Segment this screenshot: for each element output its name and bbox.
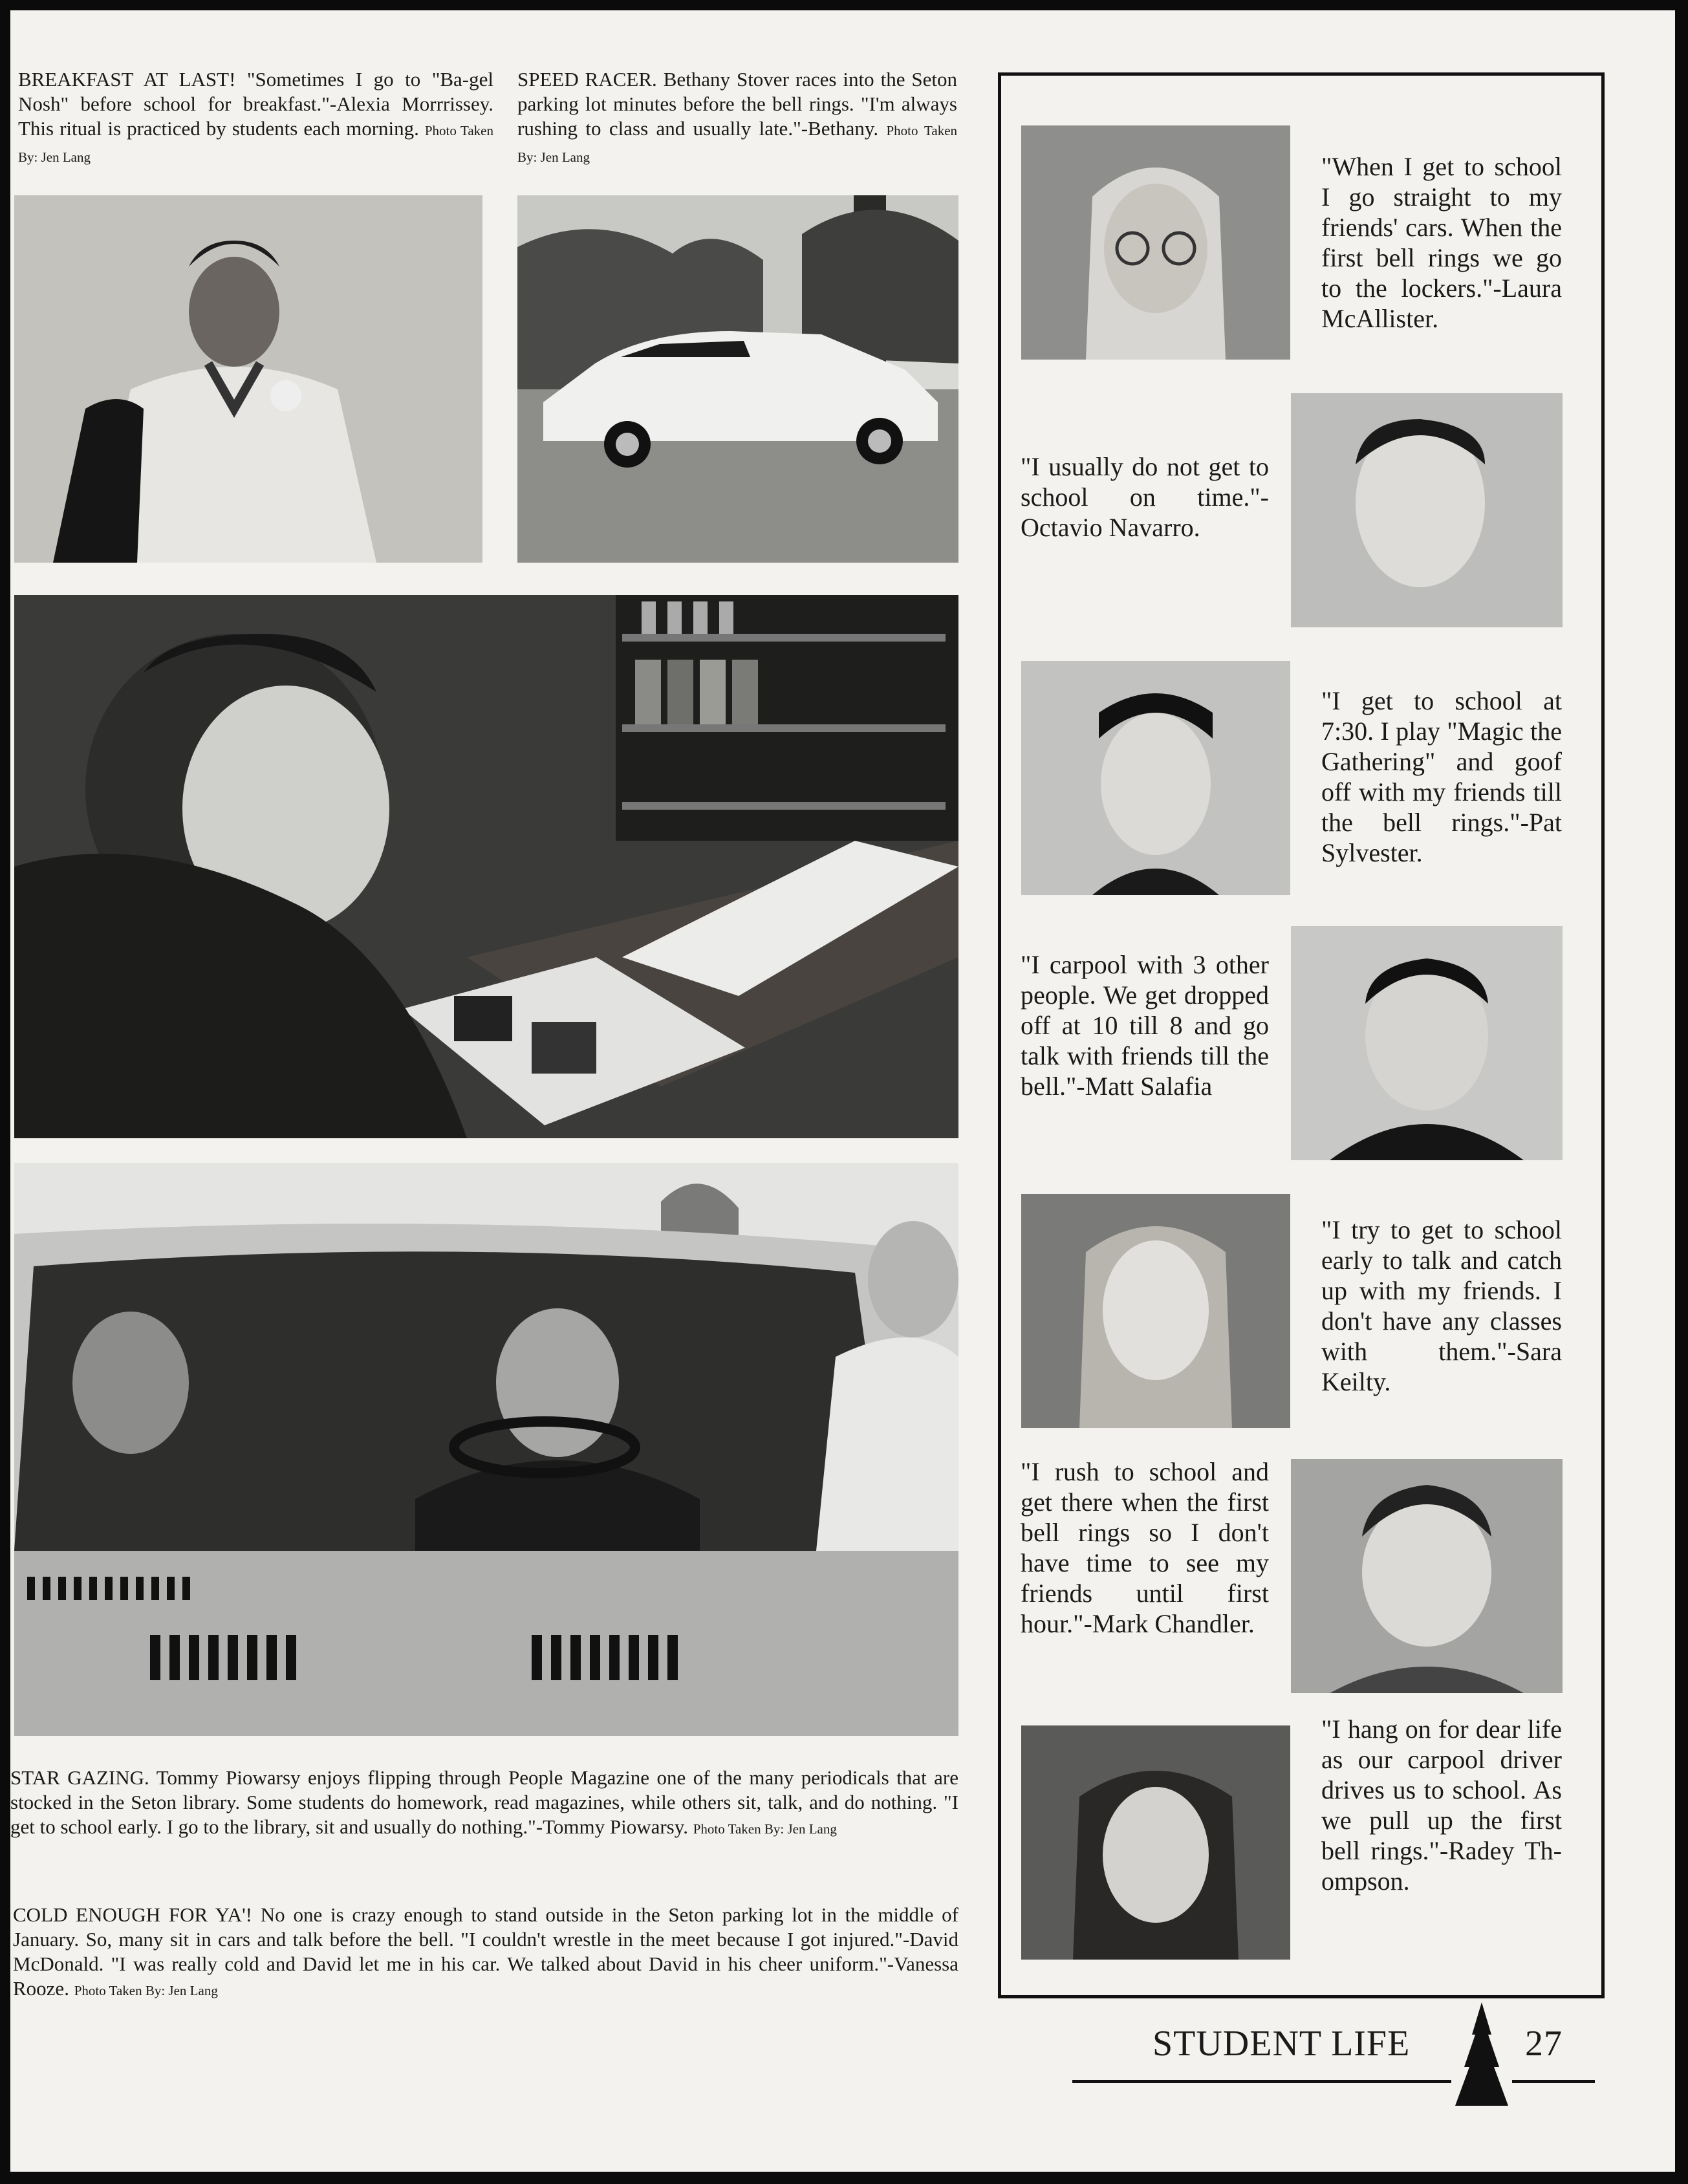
quote-pat: "I get to school at 7:30. I play "Magic the Gathering" and goof off with my friends till the bell rings."-Pat Sylvester. xyxy=(1321,686,1562,867)
section-title: STUDENT LIFE xyxy=(1152,2024,1411,2064)
pine-tree-icon xyxy=(1453,2002,1511,2112)
portrait-laura xyxy=(1021,125,1290,360)
page-number: 27 xyxy=(1525,2024,1563,2064)
quote-matt: "I carpool with 3 other people. We get dropped off at 10 till 8 and go talk with friends till the bell."-Matt Salafia xyxy=(1021,950,1269,1101)
portrait-sara xyxy=(1021,1194,1290,1428)
photo-star-gazing xyxy=(14,595,958,1138)
portrait-radey xyxy=(1021,1725,1290,1960)
quote-laura: "When I get to school I go straight to my friends' cars. When the first bell rings we go to the lockers."-Laura McAllister. xyxy=(1321,152,1562,333)
portrait-pat xyxy=(1021,661,1290,895)
photo-credit: Photo Taken By: Jen Lang xyxy=(517,123,958,165)
caption-star-gazing: STAR GAZING. Tommy Piowarsy enjoys flipping through People Magazine one of the many periodicals that are stocked in the Seton library. Some students do homework, read magazines, while others sit, talk, and do nothing. "I get to school early. I go to the library, sit and usually do nothing."-Tommy Piowarsy. Photo Taken By: Jen Lang xyxy=(10,1766,958,1838)
footer-rule-right xyxy=(1512,2080,1595,2083)
yearbook-page xyxy=(10,10,1675,2172)
photo-speed-racer xyxy=(517,195,958,563)
portrait-octavio xyxy=(1291,393,1563,627)
portrait-matt xyxy=(1291,926,1563,1160)
caption-breakfast: BREAKFAST AT LAST! "Sometimes I go to "Ba-gel Nosh" before school for breakfast."-Alexia Morrrissey. This ritual is practiced by students each morning. Photo Taken By: Jen Lang xyxy=(18,68,493,165)
footer-rule-left xyxy=(1072,2080,1451,2083)
photo-credit: Photo Taken By: Jen Lang xyxy=(74,1983,218,1998)
quote-radey: "I hang on for dear life as our carpool driver drives us to school. As we pull up the first bell rings."-Radey Th-ompson. xyxy=(1321,1714,1562,1896)
quote-octavio: "I usually do not get to school on time."-Octavio Navarro. xyxy=(1021,452,1269,542)
caption-cold-enough: COLD ENOUGH FOR YA'! No one is crazy enough to stand outside in the Seton parking lot in the middle of January. So, many sit in cars and talk before the bell. "I couldn't wrestle in the meet because I got injured."-David McDonald. "I was really cold and David let me in his car. We talked about David in his cheer uniform."-Vanessa Rooze. Photo Taken By: Jen Lang xyxy=(13,1903,958,2000)
quote-sara: "I try to get to school early to talk and catch up with my friends. I don't have any classes with them."-Sara Keilty. xyxy=(1321,1215,1562,1396)
caption-speed-racer: SPEED RACER. Bethany Stover races into the Seton parking lot minutes before the bell rings. "I'm always rushing to class and usually late."-Bethany. Photo Taken By: Jen Lang xyxy=(517,68,958,165)
photo-breakfast xyxy=(14,195,482,563)
photo-credit: Photo Taken By: Jen Lang xyxy=(693,1821,837,1837)
quote-mark: "I rush to school and get there when the first bell rings so I don't have time to see my friends until first hour."-Mark Chandler. xyxy=(1021,1457,1269,1638)
photo-cold-enough xyxy=(14,1163,958,1736)
photo-credit: Photo Taken By: Jen Lang xyxy=(18,123,493,165)
portrait-mark xyxy=(1291,1459,1563,1693)
